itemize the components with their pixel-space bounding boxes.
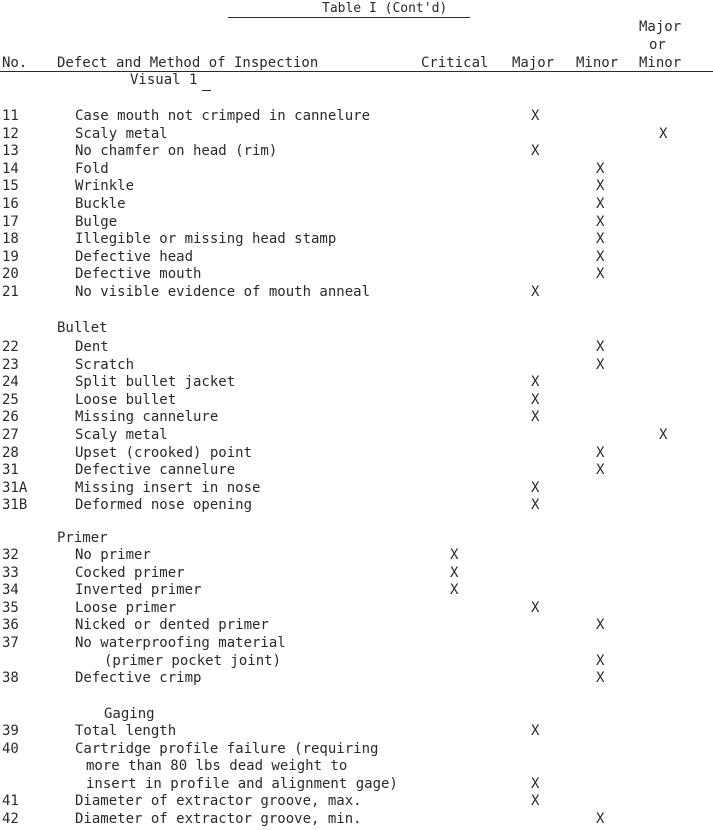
row-number: 26 (2, 409, 19, 425)
row-number: 35 (2, 600, 19, 616)
classification-mark-major: X (531, 480, 540, 496)
row-number: 23 (2, 357, 19, 373)
header-rule (0, 71, 713, 72)
row-number: 13 (2, 143, 19, 159)
row-defect: Buckle (75, 196, 126, 212)
classification-mark-critical: X (450, 582, 459, 598)
row-defect: Scaly metal (75, 126, 168, 142)
header-major-or-minor-line3: Minor (639, 55, 682, 71)
classification-mark-minor: X (596, 670, 605, 686)
classification-mark-critical: X (450, 565, 459, 581)
row-defect: Cocked primer (75, 565, 185, 581)
row-defect: Missing insert in nose (75, 480, 261, 496)
classification-mark-minor: X (596, 653, 605, 669)
classification-mark-minor: X (596, 462, 605, 478)
classification-mark-major: X (531, 723, 540, 739)
row-number: 39 (2, 723, 19, 739)
classification-mark-minor: X (596, 811, 605, 827)
row-defect: Case mouth not crimped in cannelure (75, 108, 371, 124)
row-defect: Defective mouth (75, 266, 202, 282)
section-heading: Gaging (104, 706, 155, 722)
classification-mark-major: X (531, 776, 540, 792)
row-defect: Wrinkle (75, 178, 135, 194)
row-number: 31 (2, 462, 19, 478)
classification-mark-minor: X (596, 196, 605, 212)
row-number: 20 (2, 266, 19, 282)
row-number: 17 (2, 214, 19, 230)
row-number: 31B (2, 497, 28, 513)
classification-mark-minor: X (596, 249, 605, 265)
row-number: 41 (2, 793, 19, 809)
row-number: 12 (2, 126, 19, 142)
classification-mark-major-or-minor: X (659, 427, 668, 443)
row-defect: Defective crimp (75, 670, 202, 686)
row-defect: more than 80 lbs dead weight to (86, 758, 348, 774)
row-number: 37 (2, 635, 19, 651)
classification-mark-minor: X (596, 266, 605, 282)
classification-mark-major: X (531, 143, 540, 159)
header-no: No. (2, 55, 28, 71)
row-number: 28 (2, 445, 19, 461)
row-defect: No primer (75, 547, 151, 563)
header-defect: Defect and Method of Inspection (57, 55, 319, 71)
row-defect: Scaly metal (75, 427, 168, 443)
row-defect: Dent (75, 339, 109, 355)
row-defect: Loose primer (75, 600, 177, 616)
row-defect: Loose bullet (75, 392, 177, 408)
row-number: 11 (2, 108, 19, 124)
row-number: 34 (2, 582, 19, 598)
row-defect: Defective cannelure (75, 462, 236, 478)
row-defect: insert in profile and alignment gage) (86, 776, 398, 792)
classification-mark-major: X (531, 793, 540, 809)
row-number: 36 (2, 617, 19, 633)
row-defect: Diameter of extractor groove, max. (75, 793, 362, 809)
row-defect: Split bullet jacket (75, 374, 236, 390)
row-number: 24 (2, 374, 19, 390)
row-defect: (primer pocket joint) (104, 653, 282, 669)
title-underline (228, 17, 470, 18)
row-defect: Scratch (75, 357, 135, 373)
row-defect: Cartridge profile failure (requiring (75, 741, 379, 757)
row-defect: No visible evidence of mouth anneal (75, 284, 371, 300)
row-number: 33 (2, 565, 19, 581)
classification-mark-major: X (531, 600, 540, 616)
row-number: 16 (2, 196, 19, 212)
header-minor: Minor (576, 55, 619, 71)
row-defect: Deformed nose opening (75, 497, 253, 513)
row-defect: Illegible or missing head stamp (75, 231, 337, 247)
header-major-or-minor-line2: or (649, 37, 666, 53)
classification-mark-major-or-minor: X (659, 126, 668, 142)
row-defect: Fold (75, 161, 109, 177)
classification-mark-major: X (531, 108, 540, 124)
classification-mark-minor: X (596, 214, 605, 230)
row-number: 38 (2, 670, 19, 686)
row-number: 25 (2, 392, 19, 408)
header-critical: Critical (421, 55, 489, 71)
classification-mark-major: X (531, 374, 540, 390)
row-defect: Diameter of extractor groove, min. (75, 811, 362, 827)
row-defect: No waterproofing material (75, 635, 286, 651)
row-defect: No chamfer on head (rim) (75, 143, 278, 159)
classification-mark-minor: X (596, 445, 605, 461)
section-heading-underline (202, 90, 211, 91)
classification-mark-major: X (531, 284, 540, 300)
row-number: 40 (2, 741, 19, 757)
row-number: 15 (2, 178, 19, 194)
classification-mark-minor: X (596, 178, 605, 194)
classification-mark-critical: X (450, 547, 459, 563)
row-defect: Nicked or dented primer (75, 617, 269, 633)
classification-mark-minor: X (596, 339, 605, 355)
row-number: 22 (2, 339, 19, 355)
classification-mark-major: X (531, 409, 540, 425)
classification-mark-major: X (531, 392, 540, 408)
row-defect: Bulge (75, 214, 118, 230)
section-heading: Bullet (57, 320, 108, 336)
row-number: 14 (2, 161, 19, 177)
classification-mark-minor: X (596, 231, 605, 247)
section-heading: Visual 1 (130, 72, 198, 88)
row-defect: Upset (crooked) point (75, 445, 253, 461)
classification-mark-minor: X (596, 357, 605, 373)
row-number: 18 (2, 231, 19, 247)
header-major-or-minor-line1: Major (639, 19, 682, 35)
header-major: Major (512, 55, 555, 71)
row-number: 21 (2, 284, 19, 300)
row-defect: Missing cannelure (75, 409, 219, 425)
section-heading: Primer (57, 530, 108, 546)
classification-mark-minor: X (596, 161, 605, 177)
table-title: Table I (Cont'd) (322, 1, 448, 16)
classification-mark-major: X (531, 497, 540, 513)
row-number: 31A (2, 480, 28, 496)
row-defect: Defective head (75, 249, 194, 265)
row-number: 19 (2, 249, 19, 265)
row-defect: Total length (75, 723, 177, 739)
row-number: 32 (2, 547, 19, 563)
row-defect: Inverted primer (75, 582, 202, 598)
row-number: 27 (2, 427, 19, 443)
row-number: 42 (2, 811, 19, 827)
classification-mark-minor: X (596, 617, 605, 633)
